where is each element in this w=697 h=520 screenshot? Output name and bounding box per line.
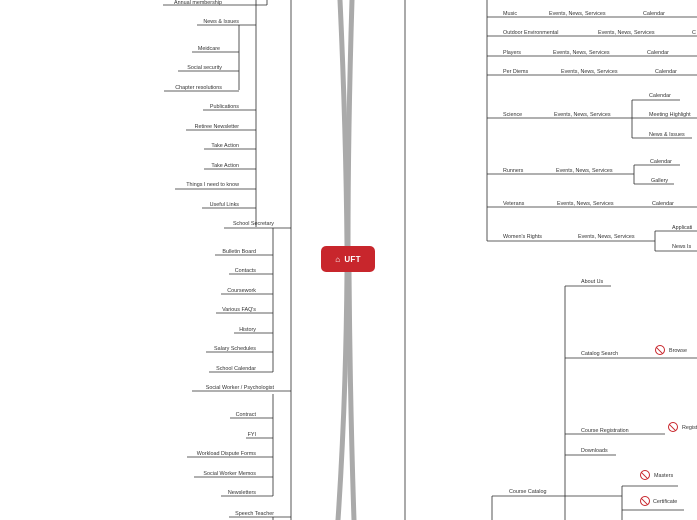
node-annual-membership[interactable]: Annual membership xyxy=(174,0,222,6)
node-veterans[interactable]: Veterans xyxy=(503,201,525,207)
node-publications[interactable]: Publications xyxy=(209,104,239,110)
node-music-ens[interactable]: Events, News, Services xyxy=(549,11,606,17)
node-womens-rights[interactable]: Women's Rights xyxy=(503,234,542,240)
node-school-calendar[interactable]: School Calendar xyxy=(216,366,256,372)
node-catalog-search[interactable]: Catalog Search xyxy=(581,351,619,357)
node-per-diems[interactable]: Per Diems xyxy=(503,69,529,75)
no-entry-icon xyxy=(655,345,665,355)
node-about-us[interactable]: About Us xyxy=(581,279,604,285)
node-masters[interactable]: Masters xyxy=(654,473,674,479)
node-course-registration[interactable]: Course Registration xyxy=(581,428,629,434)
node-fyi[interactable]: FYI xyxy=(247,432,256,438)
node-science-meeting[interactable]: Meeting Highlight xyxy=(649,112,691,118)
node-history[interactable]: History xyxy=(239,327,256,333)
node-outdoor-cal[interactable]: C xyxy=(692,30,696,36)
node-womens-news[interactable]: News Is xyxy=(672,244,692,250)
node-social-worker-memos[interactable]: Social Worker Memos xyxy=(203,471,256,477)
node-runners-ens[interactable]: Events, News, Services xyxy=(556,168,613,174)
node-newsletters[interactable]: Newsletters xyxy=(227,490,256,496)
center-node-label: UFT xyxy=(344,254,361,264)
node-science-ens[interactable]: Events, News, Services xyxy=(554,112,611,118)
node-medicare[interactable]: Meidcare xyxy=(197,46,220,52)
node-school-secretary[interactable]: School Secretary xyxy=(232,221,274,227)
node-contacts[interactable]: Contacts xyxy=(234,268,256,274)
center-node-uft[interactable] xyxy=(321,246,375,272)
node-science-news[interactable]: News & Issues xyxy=(649,132,685,138)
node-outdoor-environmental[interactable]: Outdoor Environmental xyxy=(503,30,559,36)
node-veterans-ens[interactable]: Events, News, Services xyxy=(557,201,614,207)
node-course-catalog[interactable]: Course Catalog xyxy=(509,489,547,495)
node-things-need-know[interactable]: Things I need to know xyxy=(186,182,239,188)
node-take-action-2[interactable]: Take Action xyxy=(211,163,239,169)
no-entry-icon xyxy=(668,422,678,432)
node-chapter-resolutions[interactable]: Chapter resolutions xyxy=(175,85,222,91)
node-bulletin-board[interactable]: Bulletin Board xyxy=(222,249,256,255)
node-music[interactable]: Music xyxy=(503,11,518,17)
node-womens-applic[interactable]: Applicati xyxy=(672,225,693,231)
node-social-security[interactable]: Social security xyxy=(187,65,222,71)
node-runners[interactable]: Runners xyxy=(503,168,524,174)
node-per-diems-ens[interactable]: Events, News, Services xyxy=(561,69,618,75)
node-certificate[interactable]: Certificate xyxy=(653,499,678,505)
node-take-action-1[interactable]: Take Action xyxy=(211,143,239,149)
home-icon: ⌂ xyxy=(335,254,341,264)
node-downloads[interactable]: Downloads xyxy=(581,448,608,454)
node-science-cal[interactable]: Calendar xyxy=(649,93,671,99)
node-players-ens[interactable]: Events, News, Services xyxy=(553,50,610,56)
node-salary-schedules[interactable]: Salary Schedules xyxy=(214,346,256,352)
node-various-faqs[interactable]: Various FAQ's xyxy=(222,307,256,313)
node-registration[interactable]: Regist xyxy=(682,425,697,431)
node-per-diems-cal[interactable]: Calendar xyxy=(655,69,677,75)
node-science[interactable]: Science xyxy=(503,112,523,118)
node-social-worker-psychologist[interactable]: Social Worker / Psychologist xyxy=(205,385,274,391)
node-contract[interactable]: Contract xyxy=(235,412,256,418)
node-retiree-newsletter[interactable]: Retiree Newsletter xyxy=(194,124,239,130)
node-speech-teacher[interactable]: Speech Teacher xyxy=(235,511,274,517)
node-browse[interactable]: Browse xyxy=(669,348,687,354)
no-entry-icon xyxy=(640,470,650,480)
node-veterans-cal[interactable]: Calendar xyxy=(652,201,674,207)
node-runners-gallery[interactable]: Gallery xyxy=(651,178,669,184)
node-music-cal[interactable]: Calendar xyxy=(643,11,665,17)
node-players-cal[interactable]: Calendar xyxy=(647,50,669,56)
node-players[interactable]: Players xyxy=(503,50,521,56)
node-womens-ens[interactable]: Events, News, Services xyxy=(578,234,635,240)
node-runners-cal[interactable]: Calendar xyxy=(650,159,672,165)
node-useful-links[interactable]: Useful Links xyxy=(209,202,239,208)
node-news-issues[interactable]: News & Issues xyxy=(203,19,239,25)
node-workload-dispute-forms[interactable]: Workload Dispute Forms xyxy=(196,451,256,457)
node-outdoor-ens[interactable]: Events, News, Services xyxy=(598,30,655,36)
no-entry-icon xyxy=(640,496,650,506)
node-coursework[interactable]: Coursework xyxy=(227,288,256,294)
